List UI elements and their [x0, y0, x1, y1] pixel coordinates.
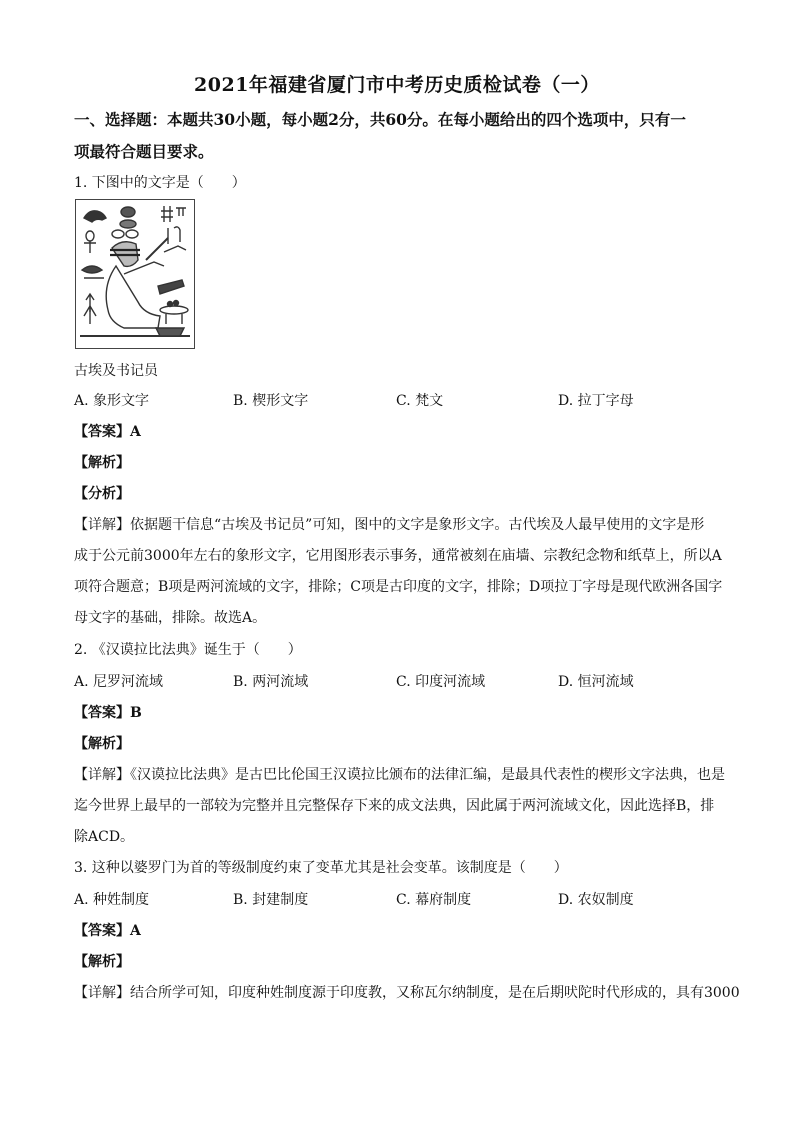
question-3-stem: 3. 这种以婆罗门为首的等级制度约束了变革尤其是社会变革。该制度是（ ）: [74, 860, 568, 876]
question-2-stem: 2. 《汉谟拉比法典》诞生于（ ）: [74, 642, 302, 658]
page-title: 2021年福建省厦门市中考历史质检试卷（一）: [194, 74, 600, 96]
option-b: B. 楔形文字: [233, 393, 309, 409]
option-c: C. 梵文: [396, 393, 444, 409]
question-1-analysis-label: 【解析】: [74, 455, 130, 471]
option-c: C. 印度河流域: [396, 674, 486, 690]
question-2-detail-line-1: 【详解】《汉谟拉比法典》是古巴比伦国王汉谟拉比颁布的法律汇编，是最具代表性的楔形文字法典，也是: [74, 767, 725, 783]
question-1-detail-line-3: 项符合题意；B项是两河流域的文字，排除；C项是古印度的文字，排除；D项拉丁字母是现代欧洲各国字: [74, 579, 723, 595]
question-1-detail-line-4: 母文字的基础，排除。故选A。: [74, 610, 267, 626]
question-3-answer: 【答案】A: [74, 923, 141, 939]
option-d: D. 拉丁字母: [558, 393, 634, 409]
question-2-detail-line-3: 除ACD。: [74, 829, 135, 845]
question-1-detail-line-1: [74, 514, 734, 534]
option-a: A. 尼罗河流域: [74, 674, 164, 690]
egyptian-scribe-hieroglyph-icon: [76, 200, 194, 348]
question-3-detail-line-1: 【详解】结合所学可知，印度种姓制度源于印度教，又称瓦尔纳制度，是在后期吠陀时代形成的，具有3000: [74, 985, 740, 1001]
option-d: D. 农奴制度: [558, 892, 634, 908]
question-2-detail-line-2: 迄今世界上最早的一部较为完整并且完整保存下来的成文法典，因此属于两河流域文化，因此选择B，排: [74, 798, 715, 814]
option-a: A. 种姓制度: [74, 892, 150, 908]
detail-text: 【详解】依据题干信息“古埃及书记员”可知，图中的文字是象形文字。古代埃及人最早使用的文字是形: [74, 517, 705, 533]
question-1-detail-line-2: 成于公元前3000年左右的象形文字，它用图形表示事务，通常被刻在庙墙、宗教纪念物和纸草上，所以A: [74, 548, 722, 564]
option-b: B. 两河流域: [233, 674, 309, 690]
section-heading-line-2: 项最符合题目要求。: [74, 142, 214, 161]
section-heading-line-1: 一、选择题：本题共30小题，每小题2分，共60分。在每小题给出的四个选项中，只有一: [74, 110, 686, 129]
question-1-fenxi-label: 【分析】: [74, 486, 130, 502]
option-a: A. 象形文字: [74, 393, 150, 409]
option-d: D. 恒河流域: [558, 674, 634, 690]
figure-caption: 古埃及书记员: [74, 363, 158, 379]
question-1-answer: 【答案】A: [74, 424, 141, 440]
question-2-answer: 【答案】B: [74, 705, 142, 721]
question-1-stem: 1. 下图中的文字是（ ）: [74, 175, 246, 191]
option-b: B. 封建制度: [233, 892, 309, 908]
option-c: C. 幕府制度: [396, 892, 472, 908]
egyptian-scribe-image: [75, 199, 195, 349]
question-3-analysis-label: 【解析】: [74, 954, 130, 970]
question-2-analysis-label: 【解析】: [74, 736, 130, 752]
